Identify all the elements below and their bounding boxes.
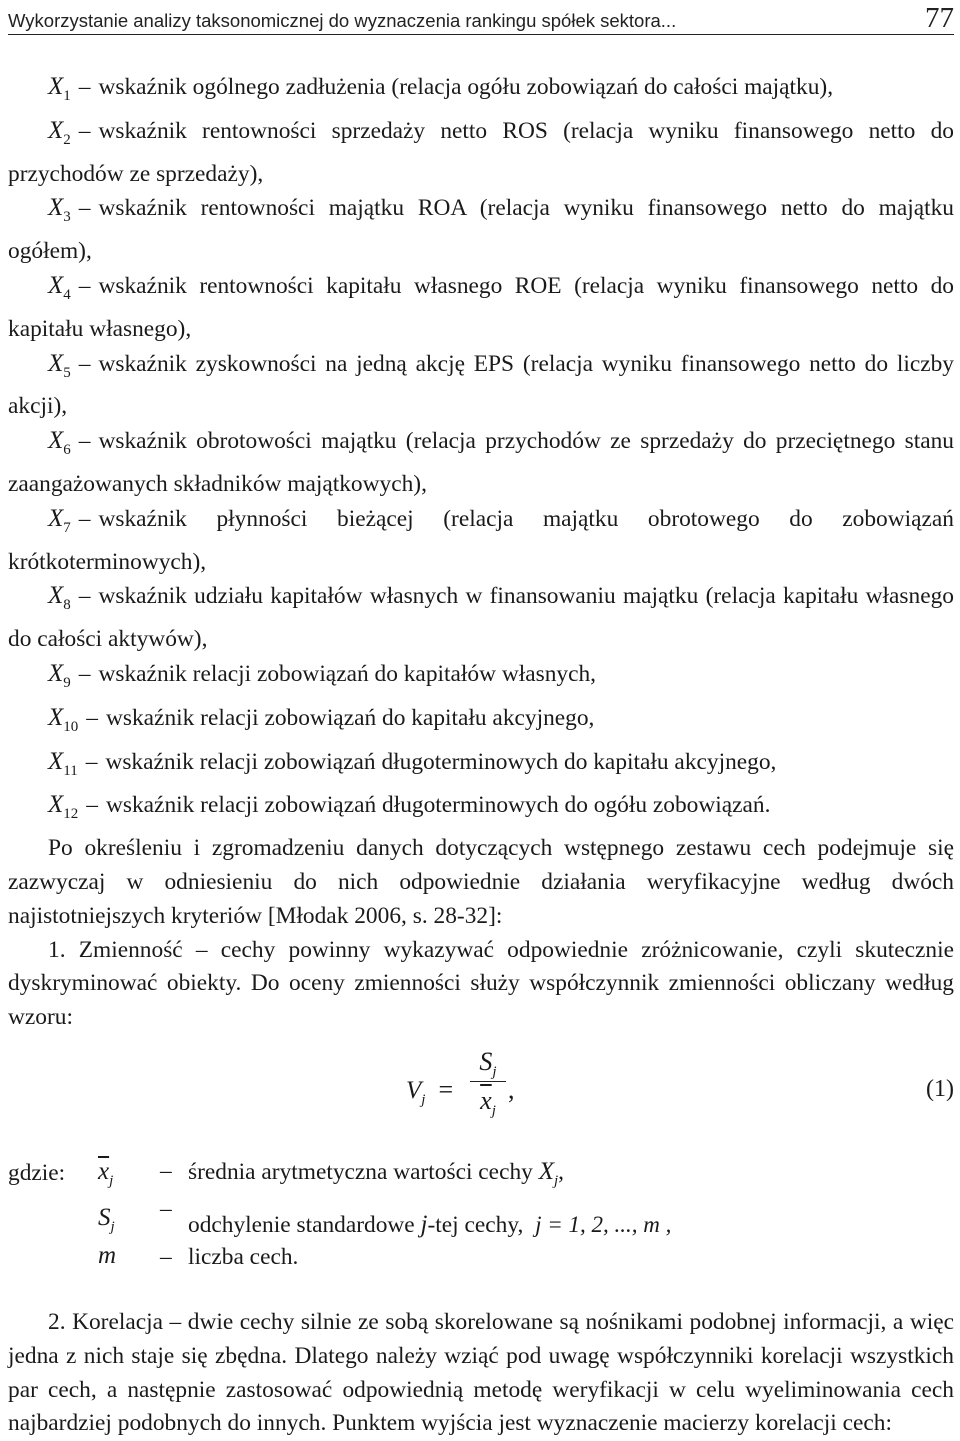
variable-definition: $X_3$ – wskaźnik rentowności majątku ROA (relacja wyniku finansowego netto do majątku ogółem),	[8, 194, 954, 265]
body-text	[8, 70, 954, 1441]
variable-definition: $X_9$ – wskaźnik relacji zobowiązań do kapitałów własnych,	[48, 659, 597, 691]
formula-lhs: $V_j$ =	[406, 1074, 454, 1108]
legend-label: gdzie:	[8, 1159, 66, 1186]
legend-text-mean: średnia arytmetyczna wartości cechy $X_j$,	[188, 1157, 565, 1189]
variable-definition: $X_{12}$ – wskaźnik relacji zobowiązań długoterminowych do ogółu zobowiązań.	[48, 791, 771, 823]
formula-1: $V_j$ = $S_j$ $\overline{x}_j$ , (1)	[8, 1045, 954, 1153]
variable-definition: $X_2$ – wskaźnik rentowności sprzedaży netto ROS (relacja wyniku finansowego netto do przychodów ze sprzedaży),	[8, 116, 954, 187]
legend-symbol-mean: $\overline{x}_j$	[98, 1157, 114, 1189]
paragraph-variability: 1. Zmienność – cechy powinny wykazywać odpowiednie zróżnicowanie, czyli skutecznie dyskryminować obiekty. Do oceny zmienności służy współczynnik zmienności obliczany według wzoru:	[8, 936, 954, 1031]
page-number: 77	[925, 2, 954, 34]
legend-symbol-sd: $S_j$	[98, 1203, 115, 1235]
variable-definition: $X_4$ – wskaźnik rentowności kapitału własnego ROE (relacja wyniku finansowego netto do kapitału własnego),	[8, 271, 954, 342]
header-title: Wykorzystanie analizy taksonomicznej do wyznaczenia rankingu spółek sektora...	[8, 10, 677, 31]
legend-symbol-m: m	[98, 1241, 117, 1269]
variable-definition: $X_5$ – wskaźnik zyskowności na jedną akcję EPS (relacja wyniku finansowego netto do liczby akcji),	[8, 349, 954, 420]
equation-number: (1)	[926, 1075, 954, 1102]
variable-list	[8, 70, 954, 832]
formula-legend: gdzie: $\overline{x}_j$ – średnia arytmetyczna wartości cechy $X_j$, $S_j$ – odchylenie standardowe j-tej cechy, j = 1, 2, ..., m , m – liczba cech.	[8, 1153, 954, 1288]
variable-definition: $X_1$ – wskaźnik ogólnego zadłużenia (relacja ogółu zobowiązań do całości majątku),	[48, 73, 834, 104]
paragraph-criteria-intro: Po określeniu i zgromadzeniu danych dotyczących wstępnego zestawu cech podejmuje się zazwyczaj w odniesieniu do nich odpowiednie działania weryfikacyjne według dwóch najistotniejszych kryteriów [Młodak 2006, s. 28-32]:	[8, 835, 954, 929]
legend-text-sd: odchylenie standardowe j-tej cechy, j = 1, 2, ..., m ,	[188, 1210, 672, 1238]
variable-definition: $X_{10}$ – wskaźnik relacji zobowiązań do kapitału akcyjnego,	[48, 703, 595, 735]
formula-fraction: $S_j$ $\overline{x}_j$	[470, 1045, 506, 1129]
legend-text-m: liczba cech.	[188, 1243, 299, 1270]
variable-definition: $X_{11}$ – wskaźnik relacji zobowiązań długoterminowych do kapitału akcyjnego,	[48, 747, 777, 779]
variable-definition: $X_7$ – wskaźnik płynności bieżącej (relacja majątku obrotowego do zobowiązań krótkoterminowych),	[8, 504, 954, 575]
running-header	[8, 4, 954, 35]
variable-definition: $X_6$ – wskaźnik obrotowości majątku (relacja przychodów ze sprzedaży do przeciętnego stanu zaangażowanych składników majątkowych),	[8, 427, 954, 497]
paragraph-correlation: 2. Korelacja – dwie cechy silnie ze sobą skorelowane są nośnikami podobnej informacji, a więc jedna z nich staje się zbędna. Dlatego należy wziąć pod uwagę współczynniki korelacji wszystkich par cech, a następnie zastosować odpowiednią metodę weryfikacji w celu wyeliminowania cech najbardziej podobnych do innych. Punktem wyjścia jest wyznaczenie macierzy korelacji cech:	[8, 1308, 954, 1437]
variable-definition: $X_8$ – wskaźnik udziału kapitałów własnych w finansowaniu majątku (relacja kapitału własnego do całości aktywów),	[8, 582, 954, 653]
